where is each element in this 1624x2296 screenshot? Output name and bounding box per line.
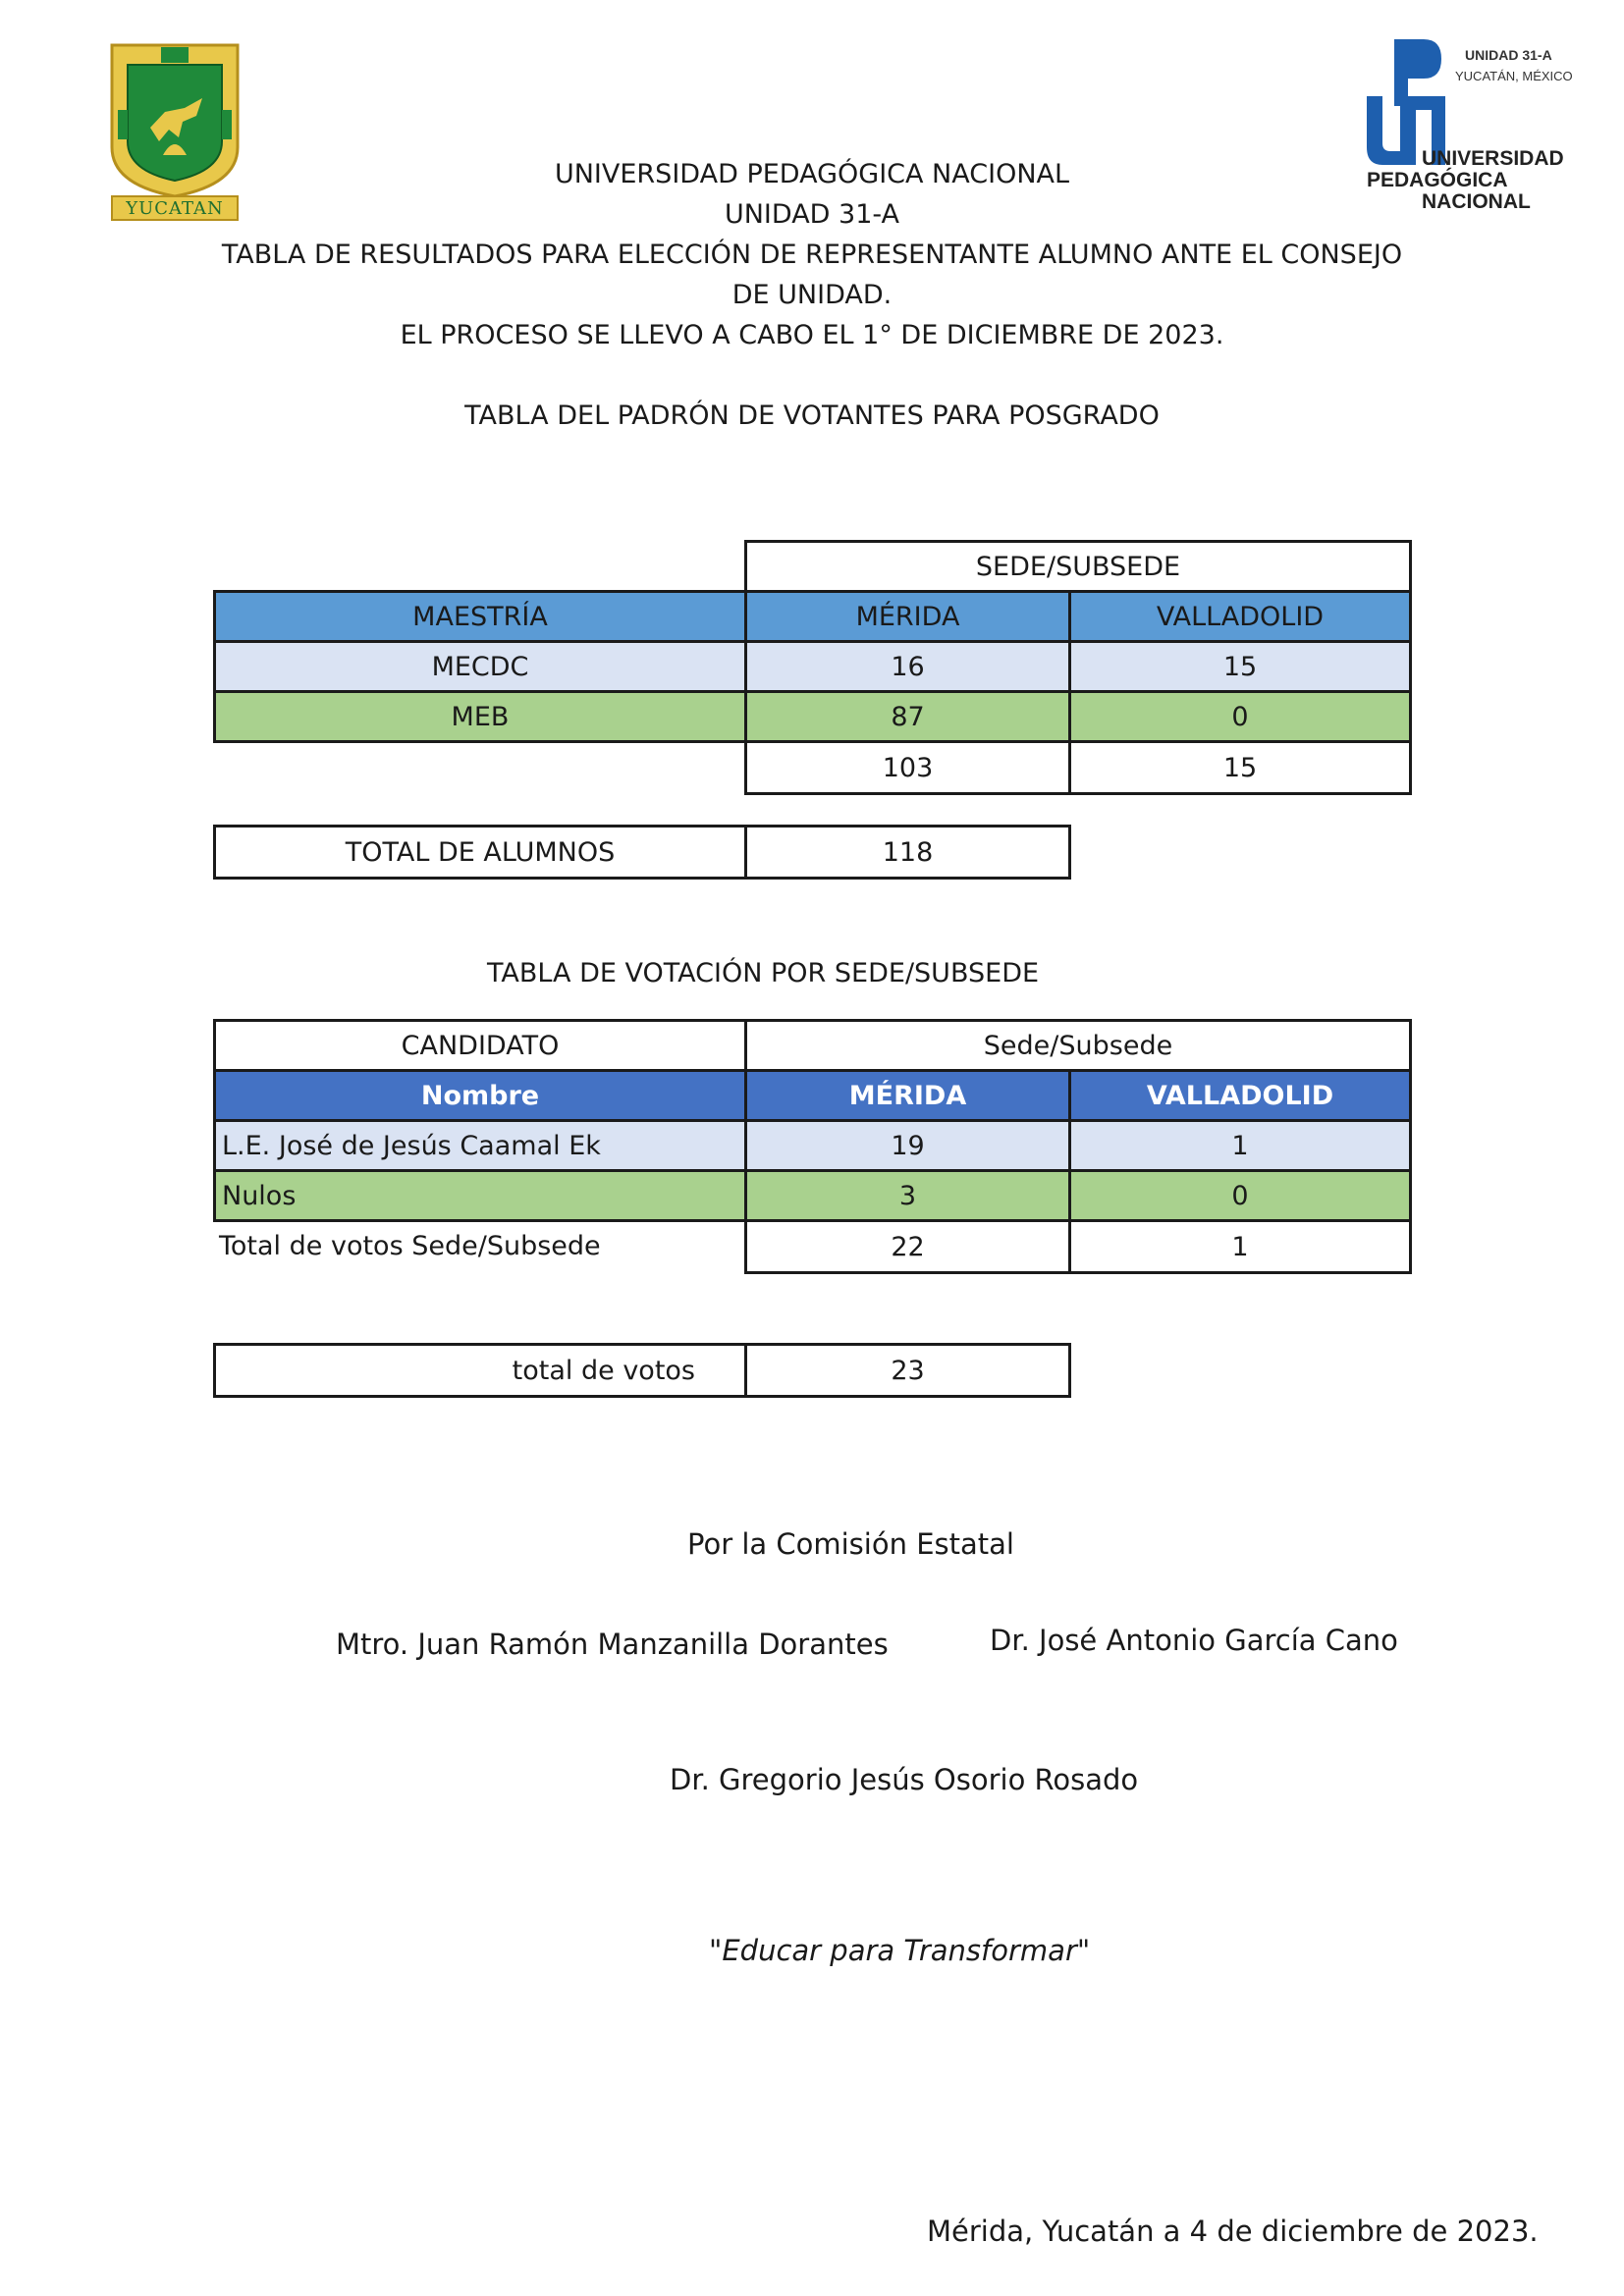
- votacion-row-name: L.E. José de Jesús Caamal Ek: [213, 1119, 747, 1172]
- padron-title: TABLA DEL PADRÓN DE VOTANTES PARA POSGRADO: [464, 400, 1160, 431]
- header-line-1: UNIVERSIDAD PEDAGÓGICA NACIONAL: [554, 159, 1070, 189]
- padron-total-merida: 103: [744, 740, 1071, 795]
- padron-row-merida: 87: [744, 690, 1071, 743]
- votacion-candidato-header: CANDIDATO: [213, 1019, 747, 1072]
- votacion-col-nombre: Nombre: [213, 1069, 747, 1122]
- padron-col-merida: MÉRIDA: [744, 590, 1071, 643]
- votacion-row-merida: 3: [744, 1169, 1071, 1222]
- upn-location: YUCATÁN, MÉXICO: [1455, 69, 1573, 83]
- votacion-title: TABLA DE VOTACIÓN POR SEDE/SUBSEDE: [487, 958, 1040, 988]
- signatory-2: Dr. José Antonio García Cano: [990, 1624, 1398, 1657]
- votacion-row-valladolid: 0: [1068, 1169, 1412, 1222]
- votacion-row-name: Nulos: [213, 1169, 747, 1222]
- padron-col-valladolid: VALLADOLID: [1068, 590, 1412, 643]
- header-line-2: UNIDAD 31-A: [724, 199, 900, 230]
- votacion-row-merida: 19: [744, 1119, 1071, 1172]
- total-alumnos-value: 118: [744, 825, 1071, 880]
- padron-col-maestria: MAESTRÍA: [213, 590, 747, 643]
- votacion-col-merida: MÉRIDA: [744, 1069, 1071, 1122]
- upn-name-1: UNIVERSIDAD: [1422, 147, 1564, 170]
- votacion-total-valladolid: 1: [1068, 1219, 1412, 1274]
- padron-row-merida: 16: [744, 640, 1071, 693]
- motto: "Educar para Transformar": [709, 1934, 1091, 1967]
- signatory-1: Mtro. Juan Ramón Manzanilla Dorantes: [336, 1628, 889, 1661]
- padron-total-valladolid: 15: [1068, 740, 1412, 795]
- padron-row-valladolid: 0: [1068, 690, 1412, 743]
- padron-row-name: MECDC: [213, 640, 747, 693]
- header-line-3: TABLA DE RESULTADOS PARA ELECCIÓN DE REPRESENTANTE ALUMNO ANTE EL CONSEJO: [221, 240, 1403, 270]
- upn-unidad: UNIDAD 31-A: [1465, 47, 1552, 63]
- header-line-4: DE UNIDAD.: [731, 280, 893, 310]
- signatory-3: Dr. Gregorio Jesús Osorio Rosado: [670, 1763, 1139, 1796]
- commission-label: Por la Comisión Estatal: [687, 1527, 1014, 1561]
- place-date: Mérida, Yucatán a 4 de diciembre de 2023.: [927, 2215, 1539, 2248]
- padron-row-valladolid: 15: [1068, 640, 1412, 693]
- padron-sede-header: SEDE/SUBSEDE: [744, 540, 1412, 593]
- header-line-5: EL PROCESO SE LLEVO A CABO EL 1° DE DICIEMBRE DE 2023.: [400, 320, 1224, 350]
- total-alumnos-label: TOTAL DE ALUMNOS: [213, 825, 747, 880]
- upn-name-3: NACIONAL: [1422, 190, 1531, 213]
- total-votos-value: 23: [744, 1343, 1071, 1398]
- votacion-row-valladolid: 1: [1068, 1119, 1412, 1172]
- votacion-col-valladolid: VALLADOLID: [1068, 1069, 1412, 1122]
- votacion-total-row-label: Total de votos Sede/Subsede: [219, 1230, 601, 1261]
- upn-name-2: PEDAGÓGICA: [1367, 169, 1508, 191]
- votacion-sede-header: Sede/Subsede: [744, 1019, 1412, 1072]
- padron-row-name: MEB: [213, 690, 747, 743]
- yucatan-coat-of-arms-logo: [106, 39, 244, 222]
- votacion-total-merida: 22: [744, 1219, 1071, 1274]
- total-votos-label: total de votos: [213, 1343, 747, 1398]
- yucatan-logo-text: YUCATAN: [126, 198, 224, 219]
